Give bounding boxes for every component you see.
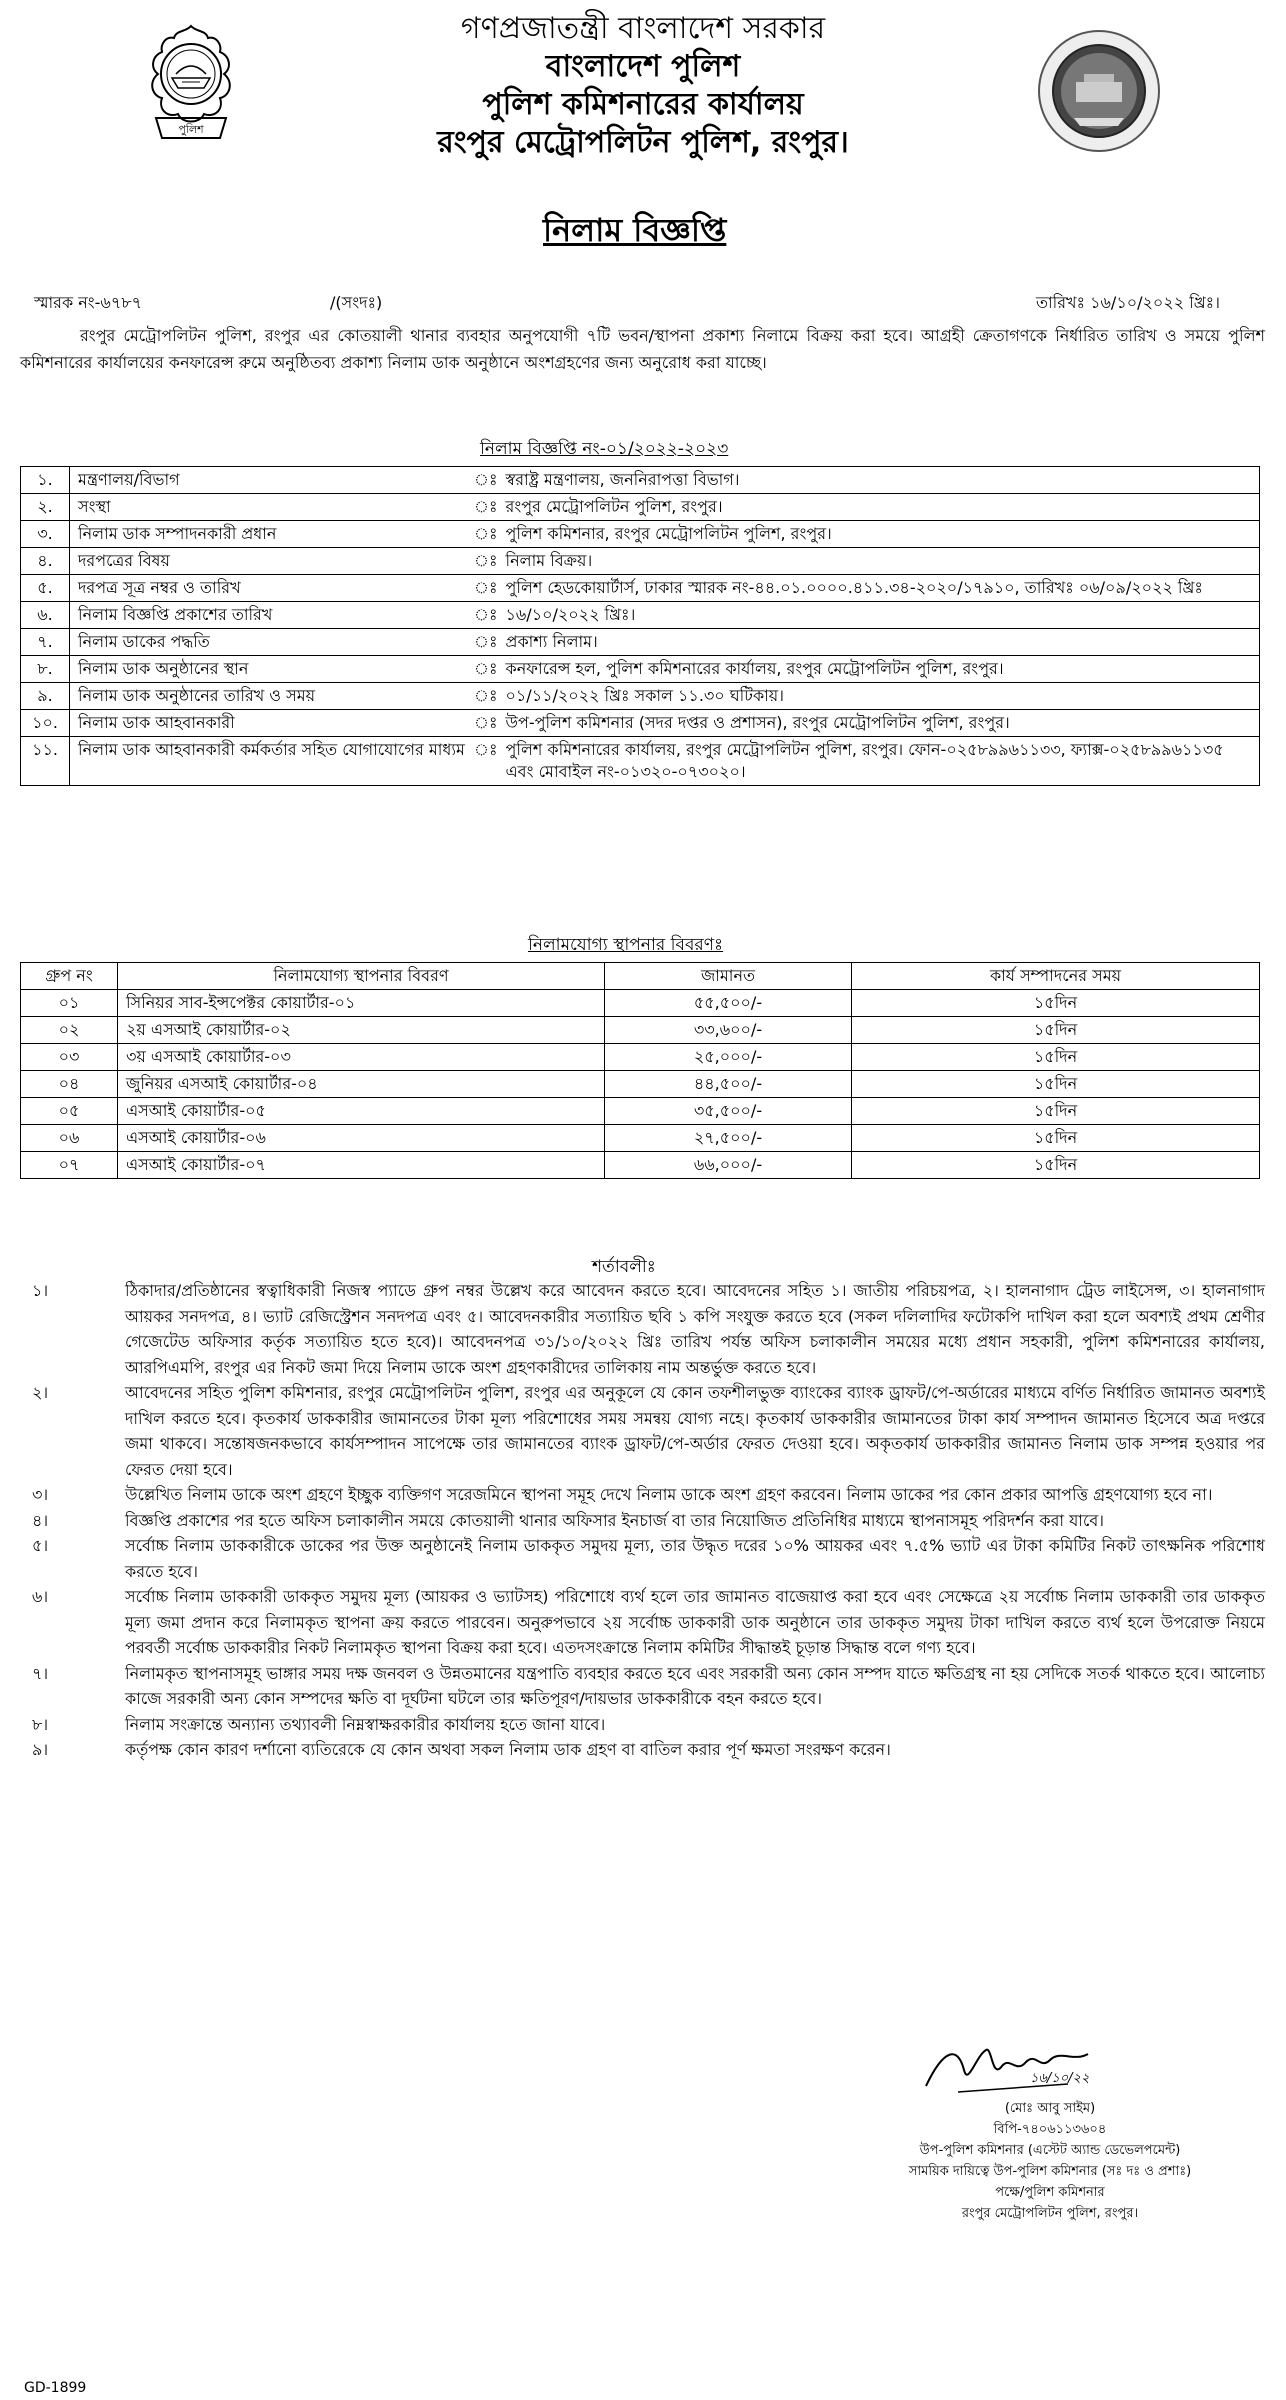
lot-deposit: ৩৫,৫০০/- xyxy=(605,1098,852,1125)
info-label: নিলাম ডাক অনুষ্ঠানের স্থান xyxy=(70,656,475,683)
info-label: সংস্থা xyxy=(70,494,475,521)
info-row xyxy=(21,656,1260,683)
footer-code: GD-1899 xyxy=(24,2380,87,2396)
col-time: কার্য সম্পাদনের সময় xyxy=(852,963,1260,990)
lot-time: ১৫দিন xyxy=(852,1017,1260,1044)
lot-group: ০৬ xyxy=(21,1125,118,1152)
signatory-on-behalf: পক্ষে/পুলিশ কমিশনার xyxy=(995,2185,1105,2200)
info-value: কনফারেন্স হল, পুলিশ কমিশনারের কার্যালয়, রংপুর মেট্রোপলিটন পুলিশ, রংপুর। xyxy=(498,656,1260,683)
info-value: রংপুর মেট্রোপলিটন পুলিশ, রংপুর। xyxy=(498,494,1260,521)
conditions-list xyxy=(20,1278,1265,1763)
memo-number: স্মারক নং-৬৭৮৭ xyxy=(34,293,143,312)
condition-number: ৫। xyxy=(32,1536,49,1555)
lot-time: ১৫দিন xyxy=(852,1098,1260,1125)
memo-ref: /(সংদঃ) xyxy=(330,293,383,312)
info-colon: ঃ xyxy=(474,710,498,737)
condition-item xyxy=(20,1533,1265,1584)
info-colon: ঃ xyxy=(474,683,498,710)
info-row xyxy=(21,737,1260,786)
notice-number: নিলাম বিজ্ঞপ্তি নং-০১/২০২২-২০২৩ xyxy=(480,439,729,459)
info-table xyxy=(20,466,1260,786)
info-label: নিলাম ডাক অনুষ্ঠানের তারিখ ও সময় xyxy=(70,683,475,710)
info-row xyxy=(21,602,1260,629)
info-colon: ঃ xyxy=(474,575,498,602)
info-serial: ৬. xyxy=(21,602,70,629)
info-serial: ৯. xyxy=(21,683,70,710)
signatory-bp: বিপি-৭৪০৬১১৩৬০৪ xyxy=(993,2122,1107,2137)
condition-text: সর্বোচ্চ নিলাম ডাককারী ডাককৃত সমুদয় মূল্য (আয়কর ও ভ্যাটসহ) পরিশোধে ব্যর্থ হলে তার জামানত বাজেয়াপ্ত করা হবে এবং সেক্ষেত্রে ২য় সর্বোচ্চ নিলাম ডাককারী তার ডাককৃত মূল্য জমা প্রদান করে নিলামকৃত স্থাপনা ক্রয় করতে পারবেন। অনুরুপভাবে ২য় সর্বোচ্চ ডাককারী ডাক অনুষ্ঠানে তার ডাককৃত সমুদয় টাকা দাখিল করতে ব্যর্থ হলে উপরোক্ত নিয়মে পরবর্তী সর্বোচ্চ ডাককারীর নিকট নিলামকৃত স্থাপনা বিক্রয় করা হবে। এতদসংক্রান্তে নিলাম কমিটির সীদ্ধান্তই চূড়ান্ত সিদ্ধান্ত বলে গণ্য হবে। xyxy=(125,1587,1265,1657)
signatory-name: (মোঃ আবু সাইম) xyxy=(1004,2101,1096,2116)
col-deposit: জামানত xyxy=(605,963,852,990)
table-row xyxy=(21,1152,1260,1179)
info-value: পুলিশ হেডকোয়ার্টার্স, ঢাকার স্মারক নং-৪৪.০১.০০০০.৪১১.৩৪-২০২০/১৭৯১০, তারিখঃ ০৬/০৯/২০২২ খ্রিঃ xyxy=(498,575,1260,602)
condition-number: ৯। xyxy=(32,1740,49,1759)
info-row xyxy=(21,629,1260,656)
condition-text: নিলাম সংক্রান্তে অন্যান্য তথ্যাবলী নিম্নস্বাক্ষরকারীর কার্যালয় হতে জানা যাবে। xyxy=(125,1714,606,1734)
info-serial: ৪. xyxy=(21,548,70,575)
info-row xyxy=(21,467,1260,494)
signatory-additional: সাময়িক দায়িত্বে উপ-পুলিশ কমিশনার (সঃ দঃ ও প্রশাঃ) xyxy=(908,2164,1192,2179)
page-title: নিলাম বিজ্ঞপ্তি xyxy=(543,211,727,249)
rmp-seal-icon xyxy=(1034,26,1164,156)
bangladesh-police-emblem-icon xyxy=(136,22,246,150)
info-label: নিলাম ডাক সম্পাদনকারী প্রধান xyxy=(70,521,475,548)
memo-date: তারিখঃ ১৬/১০/২০২২ খ্রিঃ। xyxy=(1036,293,1220,312)
info-serial: ২. xyxy=(21,494,70,521)
table-row xyxy=(21,990,1260,1017)
lot-time: ১৫দিন xyxy=(852,990,1260,1017)
info-label: দরপত্রের বিষয় xyxy=(70,548,475,575)
lot-deposit: ৬৬,০০০/- xyxy=(605,1152,852,1179)
lot-description: ৩য় এসআই কোয়ার্টার-০৩ xyxy=(118,1044,605,1071)
signatory-designation: উপ-পুলিশ কমিশনার (এস্টেট অ্যান্ড ডেভেলপমেন্ট) xyxy=(919,2143,1181,2158)
condition-text: সর্বোচ্চ নিলাম ডাককারীকে ডাকের পর উক্ত অনুষ্ঠানেই নিলাম ডাককৃত সমুদয় মূল্য, তার উদ্ধৃত দরের ১০% আয়কর এবং ৭.৫% ভ্যাট এর টাকা কমিটির নিকট তাৎক্ষনিক পরিশোধ করতে হবে। xyxy=(125,1536,1265,1581)
lot-group: ০৩ xyxy=(21,1044,118,1071)
condition-number: ১। xyxy=(32,1281,49,1300)
signature-icon xyxy=(918,2040,1108,2100)
info-colon: ঃ xyxy=(474,602,498,629)
info-row xyxy=(21,683,1260,710)
table-row xyxy=(21,1125,1260,1152)
lot-group: ০৪ xyxy=(21,1071,118,1098)
lot-deposit: ৫৫,৫০০/- xyxy=(605,990,852,1017)
info-value: উপ-পুলিশ কমিশনার (সদর দপ্তর ও প্রশাসন), রংপুর মেট্রোপলিটন পুলিশ, রংপুর। xyxy=(498,710,1260,737)
government-title: গণপ্রজাতন্ত্রী বাংলাদেশ সরকার xyxy=(460,11,826,46)
condition-number: ৬। xyxy=(32,1587,49,1606)
city-title: রংপুর মেট্রোপলিটন পুলিশ, রংপুর। xyxy=(437,125,849,160)
condition-number: ৭। xyxy=(32,1663,49,1683)
lot-deposit: ৪৪,৫০০/- xyxy=(605,1071,852,1098)
condition-text: নিলামকৃত স্থাপনাসমূহ ভাঙ্গার সময় দক্ষ জনবল ও উন্নতমানের যন্ত্রপাতি ব্যবহার করতে হবে এবং সরকারী অন্য কোন সম্পদ যাতে ক্ষতিগ্রস্থ না হয় সেদিকে সতর্ক থাকতে হবে। আলোচ্য কাজে সরকারী অন্য কোন সম্পদের ক্ষতি বা দূর্ঘটনা ঘটলে তার ক্ষতিপূরণ/দায়ভার ডাককারীকে বহন করতে হবে। xyxy=(125,1663,1265,1708)
condition-text: ঠিকাদার/প্রতিষ্ঠানের স্বত্বাধিকারী নিজস্ব প্যাডে গ্রুপ নম্বর উল্লেখ করে আবেদন করতে হবে। আবেদনের সহিত ১। জাতীয় পরিচয়পত্র, ২। হালনাগাদ ট্রেড লাইসেন্স, ৩। হালনাগাদ আয়কর সনদপত্র, ৪। ভ্যাট রেজিস্ট্রেশন সনদপত্র এবং ৫। আবেদনকারীর সত্যায়িত ছবি ১ কপি সংযুক্ত করতে হবে (সকল দলিলাদির ফটোকপি দাখিল করা হলে অবশ্যই প্রথম শ্রেণীর গেজেটেড অফিসার কর্তৃক সত্যায়িত হতে হবে)। আবেদনপত্র ৩১/১০/২০২২ খ্রিঃ তারিখ পর্যন্ত অফিস চলাকালীন সময়ের মধ্যে প্রধান সহকারী, পুলিশ কমিশনারের কার্যালয়, আরপিএমপি, রংপুর এর নিকট জমা দিয়ে নিলাম ডাকে অংশ গ্রহণকারীদের তালিকায় নাম অন্তর্ভুক্ত করতে হবে। xyxy=(125,1281,1265,1377)
info-label: নিলাম ডাকের পদ্ধতি xyxy=(70,629,475,656)
condition-number: ৩। xyxy=(32,1485,49,1504)
col-group: গ্রুপ নং xyxy=(21,963,118,990)
info-colon: ঃ xyxy=(474,548,498,575)
info-colon: ঃ xyxy=(474,656,498,683)
info-value: পুলিশ কমিশনার, রংপুর মেট্রোপলিটন পুলিশ, রংপুর। xyxy=(498,521,1260,548)
info-colon: ঃ xyxy=(474,737,498,786)
info-value: ০১/১১/২০২২ খ্রিঃ সকাল ১১.৩০ ঘটিকায়। xyxy=(498,683,1260,710)
table-row xyxy=(21,1071,1260,1098)
lot-time: ১৫দিন xyxy=(852,1044,1260,1071)
condition-item xyxy=(20,1508,1265,1534)
info-value: পুলিশ কমিশনারের কার্যালয়, রংপুর মেট্রোপলিটন পুলিশ, রংপুর। ফোন-০২৫৮৯৯৬১১৩৩, ফ্যাক্স-০২৫৮৯৯৬১১৩৫ এবং মোবাইল নং-০১৩২০-০৭৩০২০। xyxy=(498,737,1260,786)
signatory-office: রংপুর মেট্রোপলিটন পুলিশ, রংপুর। xyxy=(961,2206,1139,2221)
info-colon: ঃ xyxy=(474,494,498,521)
info-serial: ১০. xyxy=(21,710,70,737)
department-title: বাংলাদেশ পুলিশ xyxy=(545,49,741,84)
lot-description: এসআই কোয়ার্টার-০৫ xyxy=(118,1098,605,1125)
condition-item xyxy=(20,1661,1265,1712)
lot-time: ১৫দিন xyxy=(852,1152,1260,1179)
condition-item xyxy=(20,1584,1265,1661)
condition-text: আবেদনের সহিত পুলিশ কমিশনার, রংপুর মেট্রোপলিটন পুলিশ, রংপুর এর অনুকূলে যে কোন তফশীলভুক্ত ব্যাংকের ব্যাংক ড্রাফট/পে-অর্ডারের মাধ্যমে বর্ণিত নির্ধারিত জামানত অবশ্যই দাখিল করতে হবে। কৃতকার্য ডাককারীর জামানতের টাকা মূল্য পরিশোধের সময় সমন্বয় যোগ্য নহে। কৃতকার্য ডাককারীর জামানতের টাকা কার্য সম্পাদন জামানত হিসেবে অত্র দপ্তরে জমা থাকবে। সন্তোষজনকভাবে কার্যসম্পাদন সাপেক্ষে তার জামানতের ব্যাংক ড্রাফট/পে-অর্ডার ফেরত দেওয়া হবে। অকৃতকার্য ডাককারীর জামানত নিলাম ডাক সম্পন্ন হওয়ার পর ফেরত দেয়া হবে। xyxy=(125,1383,1265,1479)
lot-group: ০২ xyxy=(21,1017,118,1044)
condition-item xyxy=(20,1712,1265,1738)
lots-header-row xyxy=(21,963,1260,990)
signature-block xyxy=(880,2098,1220,2224)
condition-item xyxy=(20,1482,1265,1508)
info-label: নিলাম ডাক আহবানকারী xyxy=(70,710,475,737)
intro-paragraph: রংপুর মেট্রোপলিটন পুলিশ, রংপুর এর কোতয়ালী থানার ব্যবহার অনুপযোগী ৭টি ভবন/স্থাপনা প্রকাশ্য নিলামে বিক্রয় করা হবে। আগ্রহী ক্রেতাগণকে নির্ধারিত তারিখ ও সময়ে পুলিশ কমিশনারের কার্যালয়ের কনফারেন্স রুমে অনুষ্ঠিতব্য প্রকাশ্য নিলাম ডাক অনুষ্ঠানে অংশগ্রহণের জন্য অনুরোধ করা যাচ্ছে। xyxy=(20,326,1265,372)
condition-text: বিজ্ঞপ্তি প্রকাশের পর হতে অফিস চলাকালীন সময়ে কোতয়ালী থানার অফিসার ইনচার্জ বা তার নিয়োজিত প্রতিনিধির মাধ্যমে স্থাপনাসমূহ পরিদর্শন করা যাবে। xyxy=(125,1510,1105,1530)
info-serial: ৭. xyxy=(21,629,70,656)
office-title: পুলিশ কমিশনারের কার্যালয় xyxy=(482,87,804,122)
info-serial: ১১. xyxy=(21,737,70,786)
condition-number: ২। xyxy=(32,1383,49,1402)
col-description: নিলামযোগ্য স্থাপনার বিবরণ xyxy=(118,963,605,990)
info-serial: ৩. xyxy=(21,521,70,548)
lot-description: জুনিয়র এসআই কোয়ার্টার-০৪ xyxy=(118,1071,605,1098)
info-serial: ৫. xyxy=(21,575,70,602)
info-label: দরপত্র সূত্র নম্বর ও তারিখ xyxy=(70,575,475,602)
info-row xyxy=(21,548,1260,575)
condition-item xyxy=(20,1278,1265,1380)
info-value: ১৬/১০/২০২২ খ্রিঃ। xyxy=(498,602,1260,629)
table-row xyxy=(21,1017,1260,1044)
info-label: নিলাম বিজ্ঞপ্তি প্রকাশের তারিখ xyxy=(70,602,475,629)
lots-table xyxy=(20,962,1260,1179)
info-row xyxy=(21,494,1260,521)
condition-item xyxy=(20,1737,1265,1763)
lot-deposit: ২৫,০০০/- xyxy=(605,1044,852,1071)
lot-description: এসআই কোয়ার্টার-০৬ xyxy=(118,1125,605,1152)
info-label: মন্ত্রণালয়/বিভাগ xyxy=(70,467,475,494)
condition-number: ৮। xyxy=(32,1714,49,1734)
table-row xyxy=(21,1044,1260,1071)
table-row xyxy=(21,1098,1260,1125)
condition-text: কর্তৃপক্ষ কোন কারণ দর্শানো ব্যতিরেকে যে কোন অথবা সকল নিলাম ডাক গ্রহণ বা বাতিল করার পূর্ণ ক্ষমতা সংরক্ষণ করেন। xyxy=(125,1740,891,1759)
info-row xyxy=(21,521,1260,548)
info-value: স্বরাষ্ট্র মন্ত্রণালয়, জননিরাপত্তা বিভাগ। xyxy=(498,467,1260,494)
lot-group: ০৭ xyxy=(21,1152,118,1179)
info-label: নিলাম ডাক আহবানকারী কর্মকর্তার সহিত যোগাযোগের মাধ্যম xyxy=(70,737,475,786)
lot-group: ০৫ xyxy=(21,1098,118,1125)
condition-item xyxy=(20,1380,1265,1482)
lot-time: ১৫দিন xyxy=(852,1071,1260,1098)
emblem-banner-text: পুলিশ xyxy=(178,123,204,136)
info-colon: ঃ xyxy=(474,467,498,494)
lot-time: ১৫দিন xyxy=(852,1125,1260,1152)
info-row xyxy=(21,575,1260,602)
info-row xyxy=(21,710,1260,737)
condition-number: ৪। xyxy=(32,1510,49,1530)
header xyxy=(260,10,1026,162)
info-value: নিলাম বিক্রয়। xyxy=(498,548,1260,575)
lot-description: এসআই কোয়ার্টার-০৭ xyxy=(118,1152,605,1179)
info-colon: ঃ xyxy=(474,521,498,548)
signature-date: ১৬/১০/২২ xyxy=(1030,2071,1090,2086)
conditions-heading: শর্তাবলীঃ xyxy=(592,1257,656,1277)
lot-description: ২য় এসআই কোয়ার্টার-০২ xyxy=(118,1017,605,1044)
lot-description: সিনিয়র সাব-ইন্সপেক্টর কোয়ার্টার-০১ xyxy=(118,990,605,1017)
info-colon: ঃ xyxy=(474,629,498,656)
info-serial: ৮. xyxy=(21,656,70,683)
lot-deposit: ৩৩,৬০০/- xyxy=(605,1017,852,1044)
lot-group: ০১ xyxy=(21,990,118,1017)
condition-text: উল্লেখিত নিলাম ডাকে অংশ গ্রহণে ইচ্ছুক ব্যক্তিগণ সরেজমিনে স্থাপনা সমূহ দেখে নিলাম ডাকে অংশ গ্রহণ করবেন। নিলাম ডাকের পর কোন প্রকার আপত্তি গ্রহণযোগ্য হবে না। xyxy=(125,1485,1213,1504)
info-value: প্রকাশ্য নিলাম। xyxy=(498,629,1260,656)
lots-heading: নিলামযোগ্য স্থাপনার বিবরণঃ xyxy=(528,935,724,955)
info-serial: ১. xyxy=(21,467,70,494)
lot-deposit: ২৭,৫০০/- xyxy=(605,1125,852,1152)
